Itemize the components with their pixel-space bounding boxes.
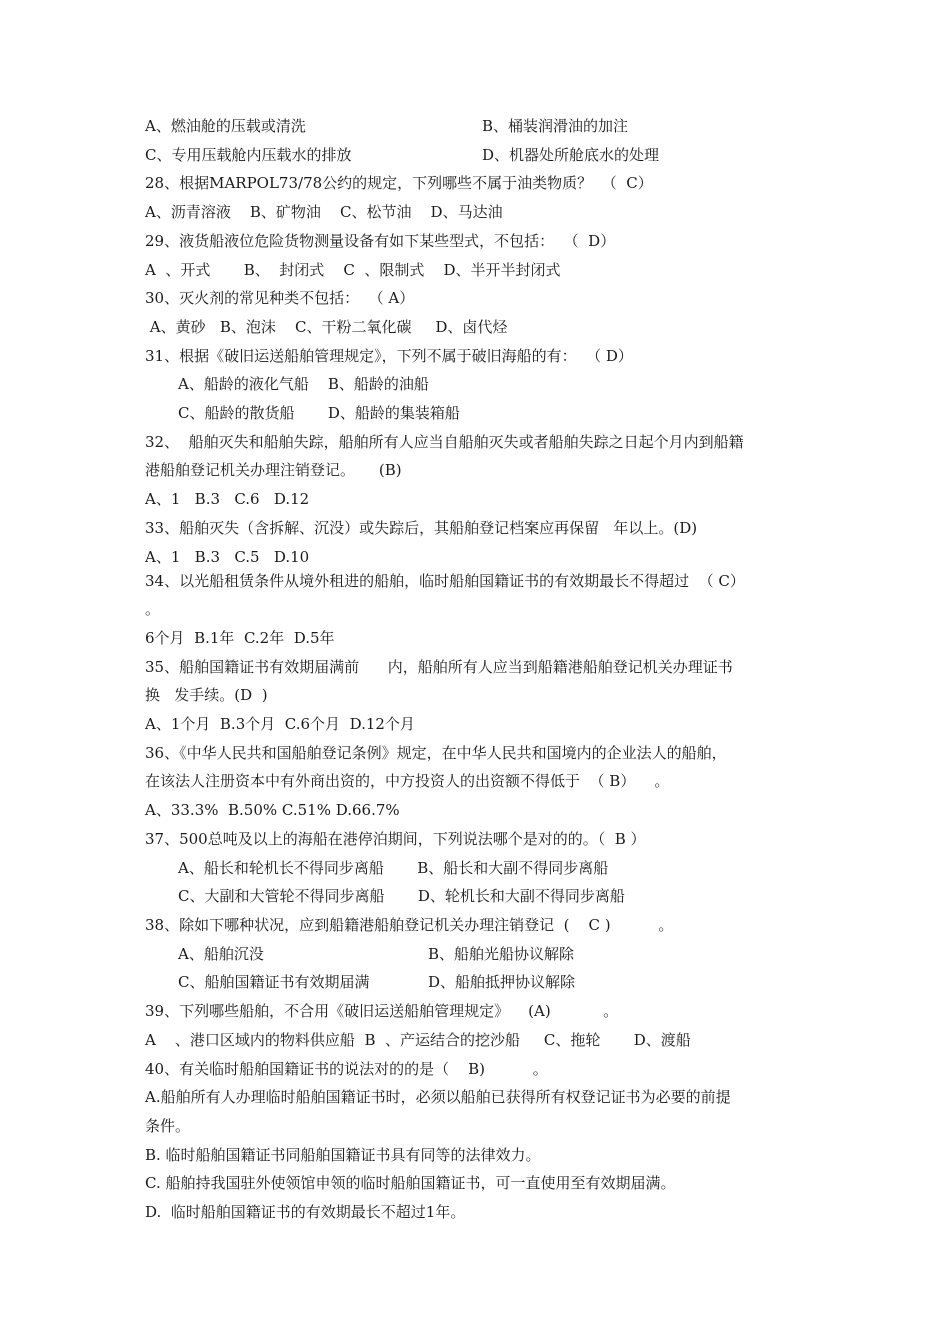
question-32-cont: 港船舶登记机关办理注销登记。 (B) (145, 461, 402, 479)
options-31a: A、船龄的液化气船 B、船龄的油船 (178, 375, 429, 393)
option-40c: C. 船舶持我国驻外使领馆申领的临时船舶国籍证书，可一直使用至有效期届满。 (145, 1174, 676, 1192)
line-1a: A、燃油舱的压载或清洗 (145, 117, 306, 135)
question-28: 28、根据MARPOL73/78公约的规定，下列哪些不属于油类物质？ （ C） (145, 174, 653, 192)
question-39: 39、下列哪些船舶，不合用《破旧运送船舶管理规定》 (A) 。 (145, 1002, 619, 1020)
question-33: 33、船舶灭失（含拆解、沉没）或失踪后，其船舶登记档案应再保留 年以上。(D) (145, 519, 698, 537)
options-30: A、黄砂 B、泡沫 C、干粉二氧化碳 D、卤代烃 (145, 318, 508, 336)
question-40: 40、有关临时船舶国籍证书的说法对的的是（ B) 。 (145, 1060, 548, 1078)
option-38b: B、船舶光船协议解除 (428, 945, 575, 963)
question-29: 29、液货船液位危险货物测量设备有如下某些型式，不包括： （ D） (145, 232, 616, 250)
line-1b: B、桶装润滑油的加注 (482, 117, 629, 135)
option-40b: B. 临时船舶国籍证书同船舶国籍证书具有同等的法律效力。 (145, 1146, 541, 1164)
question-34-cont: 。 (145, 600, 161, 618)
question-31: 31、根据《破旧运送船舶管理规定》，下列不属于破旧海船的有： （ D） (145, 347, 633, 365)
options-31b: C、船龄的散货船 D、船龄的集装箱船 (178, 404, 460, 422)
question-30: 30、灭火剂的常见种类不包括： （ A） (145, 289, 415, 307)
question-35: 35、船舶国籍证书有效期届满前 内，船舶所有人应当到船籍港船舶登记机关办理证书 (145, 658, 733, 676)
option-40a: A.船舶所有人办理临时船舶国籍证书时，必须以船舶已获得所有权登记证书为必要的前提 (145, 1088, 731, 1106)
options-33: A、1 B.3 C.5 D.10 (145, 548, 310, 566)
line-2b: D、机器处所舱底水的处理 (482, 146, 660, 164)
options-36: A、33.3% B.50% C.51% D.66.7% (145, 801, 400, 819)
question-37: 37、500总吨及以上的海船在港停泊期间，下列说法哪个是对的的。（ B ） (145, 830, 646, 848)
question-36-cont: 在该法人注册资本中有外商出资的，中方投资人的出资额不得低于 （ B） 。 (145, 772, 670, 790)
options-37a: A、船长和轮机长不得同步离船 B、船长和大副不得同步离船 (178, 859, 609, 877)
options-29: A 、开式 B、 封闭式 C 、限制式 D、半开半封闭式 (145, 261, 561, 279)
options-39: A 、港口区域内的物料供应船 B 、产运结合的挖沙船 C、拖轮 D、渡船 (145, 1031, 691, 1049)
option-40d: D. 临时船舶国籍证书的有效期最长不超过1年。 (145, 1203, 466, 1221)
option-40a-cont: 条件。 (145, 1117, 191, 1135)
option-38a: A、船舶沉没 (178, 945, 264, 963)
question-32: 32、 船舶灭失和船舶失踪，船舶所有人应当自船舶灭失或者船舶失踪之日起个月内到船籍 (145, 433, 744, 451)
options-35: A、1个月 B.3个月 C.6个月 D.12个月 (145, 715, 415, 733)
question-38: 38、除如下哪种状况，应到船籍港船舶登记机关办理注销登记 ( C ) 。 (145, 916, 674, 934)
options-28: A、沥青溶液 B、矿物油 C、松节油 D、马达油 (145, 203, 503, 221)
question-34: 34、以光船租赁条件从境外租进的船舶，临时船舶国籍证书的有效期最长不得超过 （ C） (145, 572, 745, 590)
options-34: 6个月 B.1年 C.2年 D.5年 (145, 629, 335, 647)
question-35-cont: 换 发手续。(D ) (145, 686, 268, 704)
options-32: A、1 B.3 C.6 D.12 (145, 490, 310, 508)
options-37b: C、大副和大管轮不得同步离船 D、轮机长和大副不得同步离船 (178, 887, 625, 905)
option-38c: C、船舶国籍证书有效期届满 (178, 973, 370, 991)
line-2a: C、专用压载舱内压载水的排放 (145, 146, 352, 164)
option-38d: D、船舶抵押协议解除 (428, 973, 576, 991)
question-36: 36、《中华人民共和国船舶登记条例》规定，在中华人民共和国境内的企业法人的船舶， (145, 744, 727, 762)
